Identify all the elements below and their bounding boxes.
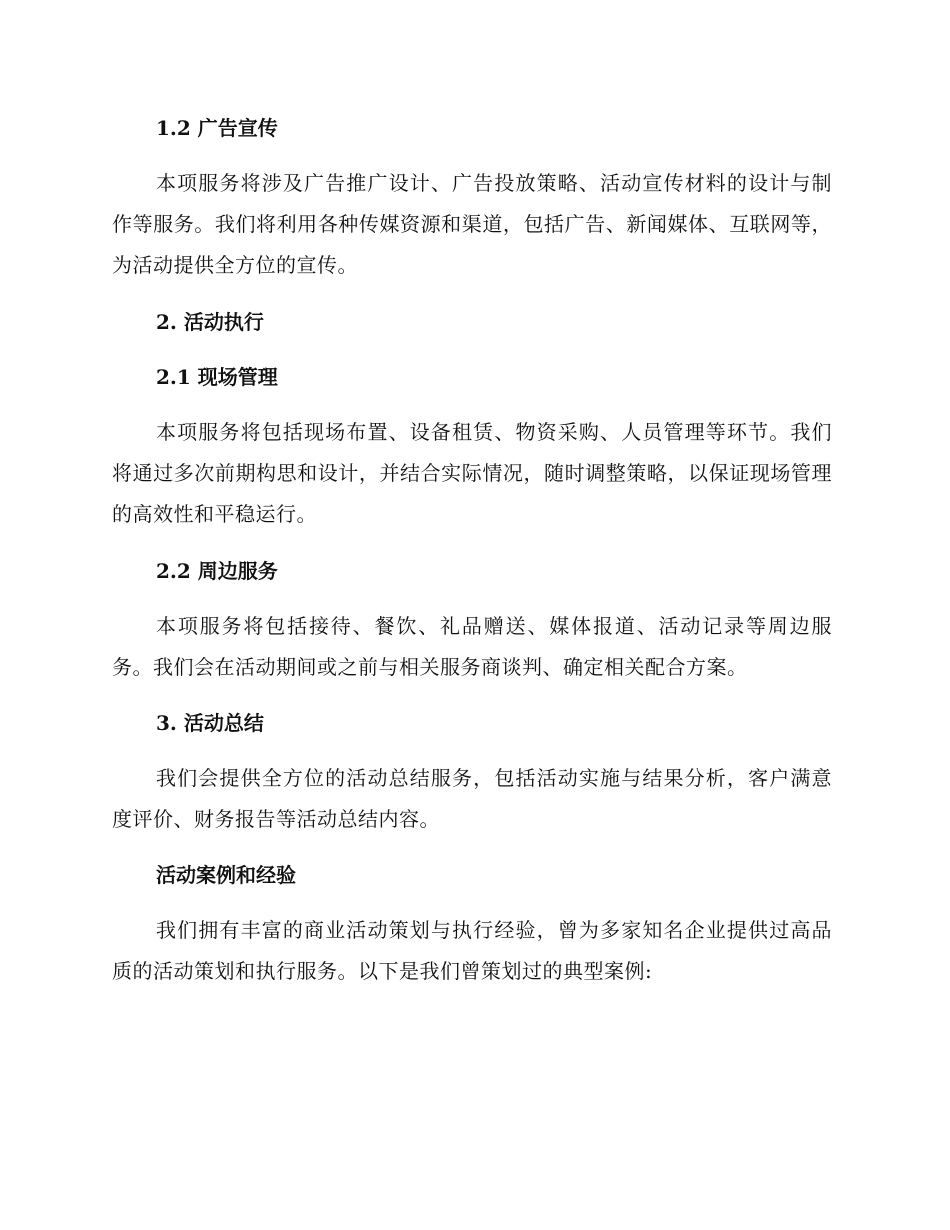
section-heading-peripheral-services: 2.2 周边服务 — [156, 559, 278, 583]
section-paragraph-event-summary: 我们会提供全方位的活动总结服务，包括活动实施与结果分析，客户满意度评价、财务报告等活动总结内容。 — [112, 766, 832, 831]
section-paragraph-ad-promotion: 本项服务将涉及广告推广设计、广告投放策略、活动宣传材料的设计与制作等服务。我们将利用各种传媒资源和渠道，包括广告、新闻媒体、互联网等，为活动提供全方位的宣传。 — [112, 171, 832, 277]
section-heading-ad-promotion: 1.2 广告宣传 — [156, 116, 278, 140]
section-paragraph-cases-experience: 我们拥有丰富的商业活动策划与执行经验，曾为多家知名企业提供过高品质的活动策划和执行服务。以下是我们曾策划过的典型案例: — [112, 918, 832, 983]
section-paragraph-onsite-management: 本项服务将包括现场布置、设备租赁、物资采购、人员管理等环节。我们将通过多次前期构思和设计，并结合实际情况，随时调整策略，以保证现场管理的高效性和平稳运行。 — [112, 420, 832, 526]
section-paragraph-peripheral-services: 本项服务将包括接待、餐饮、礼品赠送、媒体报道、活动记录等周边服务。我们会在活动期间或之前与相关服务商谈判、确定相关配合方案。 — [112, 614, 832, 679]
section-heading-event-summary: 3. 活动总结 — [156, 711, 264, 735]
section-heading-event-execution: 2. 活动执行 — [156, 310, 264, 334]
section-heading-onsite-management: 2.1 现场管理 — [156, 365, 278, 389]
section-heading-cases-experience: 活动案例和经验 — [156, 863, 296, 887]
